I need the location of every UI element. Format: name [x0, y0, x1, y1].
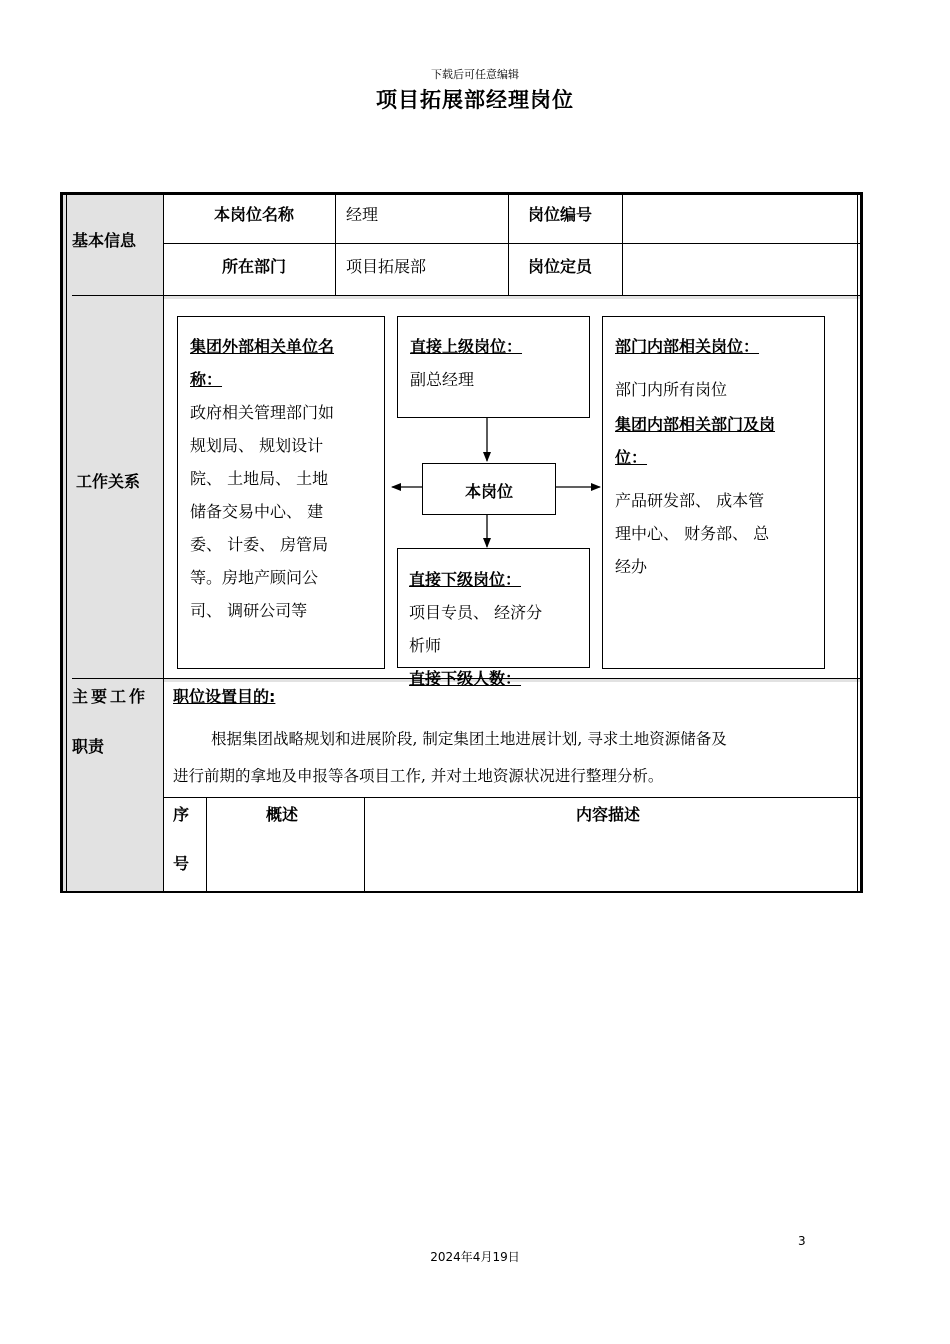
- external-units-title: 集团外部相关单位名: [190, 337, 335, 356]
- external-unit-line: 司、 调研公司等: [190, 601, 308, 620]
- job-code-label: 岗位编号: [528, 205, 593, 224]
- section-label-duties: 主要工作: [72, 687, 149, 706]
- job-name-value: 经理: [346, 205, 379, 224]
- external-unit-line: 规划局、 规划设计: [190, 436, 324, 455]
- footer-date: 2024年4月19日: [430, 1250, 520, 1264]
- page-number: 3: [798, 1234, 806, 1248]
- external-unit-line: 院、 土地局、 土地: [190, 469, 329, 488]
- job-name-label: 本岗位名称: [214, 205, 295, 224]
- dept-internal-title: 部门内部相关岗位：: [615, 337, 760, 356]
- group-internal-title-cont: 位：: [615, 448, 648, 467]
- headcount-label: 岗位定员: [528, 257, 593, 276]
- external-units-title-cont: 称：: [190, 370, 223, 389]
- col-summary-header: 概述: [266, 805, 299, 824]
- table-border-top: [60, 192, 863, 195]
- group-internal-line: 经办: [615, 557, 648, 576]
- section-divider-1: [72, 295, 860, 296]
- table-border-right: [860, 192, 863, 892]
- header-note: 下载后可任意编辑: [431, 68, 519, 81]
- external-unit-line: 委、 计委、 房管局: [190, 535, 329, 554]
- label-column-shade: [63, 195, 163, 892]
- inner-right-line: [857, 195, 858, 892]
- superior-content: [410, 330, 522, 396]
- label-column-divider: [163, 195, 164, 892]
- department-label: 所在部门: [222, 257, 287, 276]
- basic-col-divider-2: [508, 195, 509, 296]
- superior-title: 直接上级岗位：: [410, 337, 523, 356]
- duties-header-divider: [163, 797, 860, 798]
- dept-internal-value: 部门内所有岗位: [615, 380, 728, 399]
- col-seq-header-cont: 号: [173, 854, 190, 873]
- section-label-basic-info: 基本信息: [72, 231, 137, 250]
- external-unit-line: 政府相关管理部门如: [190, 403, 335, 422]
- col-description-header: 内容描述: [576, 805, 641, 824]
- subordinate-title: 直接下级岗位：: [409, 570, 522, 589]
- table-border-bottom: [60, 891, 863, 893]
- group-internal-title: 集团内部相关部门及岗: [615, 415, 776, 434]
- subordinate-value-cont: 析师: [409, 636, 442, 655]
- section-label-duties-cont: 职责: [72, 737, 105, 756]
- basic-col-divider-1: [335, 195, 336, 296]
- inner-left-line: [66, 195, 67, 892]
- self-position-label: 本岗位: [464, 482, 513, 501]
- superior-value: 副总经理: [410, 370, 475, 389]
- group-internal-line: 产品研发部、 成本管: [615, 491, 765, 510]
- table-border-left: [60, 192, 63, 892]
- page-title: 项目拓展部经理岗位: [376, 88, 574, 112]
- row-shade-2: [163, 296, 860, 299]
- relation-arrows: [380, 410, 610, 560]
- section-label-work-relations: 工作关系: [76, 472, 141, 491]
- col-seq-header: 序: [173, 805, 190, 824]
- purpose-text-line1: 根据集团战略规划和进展阶段, 制定集团土地进展计划, 寻求土地资源储备及: [211, 730, 727, 748]
- external-unit-line: 等。房地产顾问公: [190, 568, 319, 587]
- duties-col-divider-2: [364, 797, 365, 892]
- purpose-text-line2: 进行前期的拿地及申报等各项目工作, 并对土地资源状况进行整理分析。: [173, 767, 664, 785]
- department-value: 项目拓展部: [346, 257, 427, 276]
- group-internal-line: 理中心、 财务部、 总: [615, 524, 770, 543]
- purpose-title: 职位设置目的:: [173, 687, 276, 706]
- basic-row-divider: [163, 243, 860, 244]
- subordinate-content: [409, 563, 542, 695]
- subordinate-count-label: 直接下级人数：: [409, 669, 522, 688]
- internal-relations-content: [615, 330, 815, 583]
- external-units-content: [190, 330, 378, 627]
- duties-col-divider-1: [206, 797, 207, 892]
- basic-col-divider-3: [622, 195, 623, 296]
- subordinate-value: 项目专员、 经济分: [409, 603, 543, 622]
- external-unit-line: 储备交易中心、 建: [190, 502, 324, 521]
